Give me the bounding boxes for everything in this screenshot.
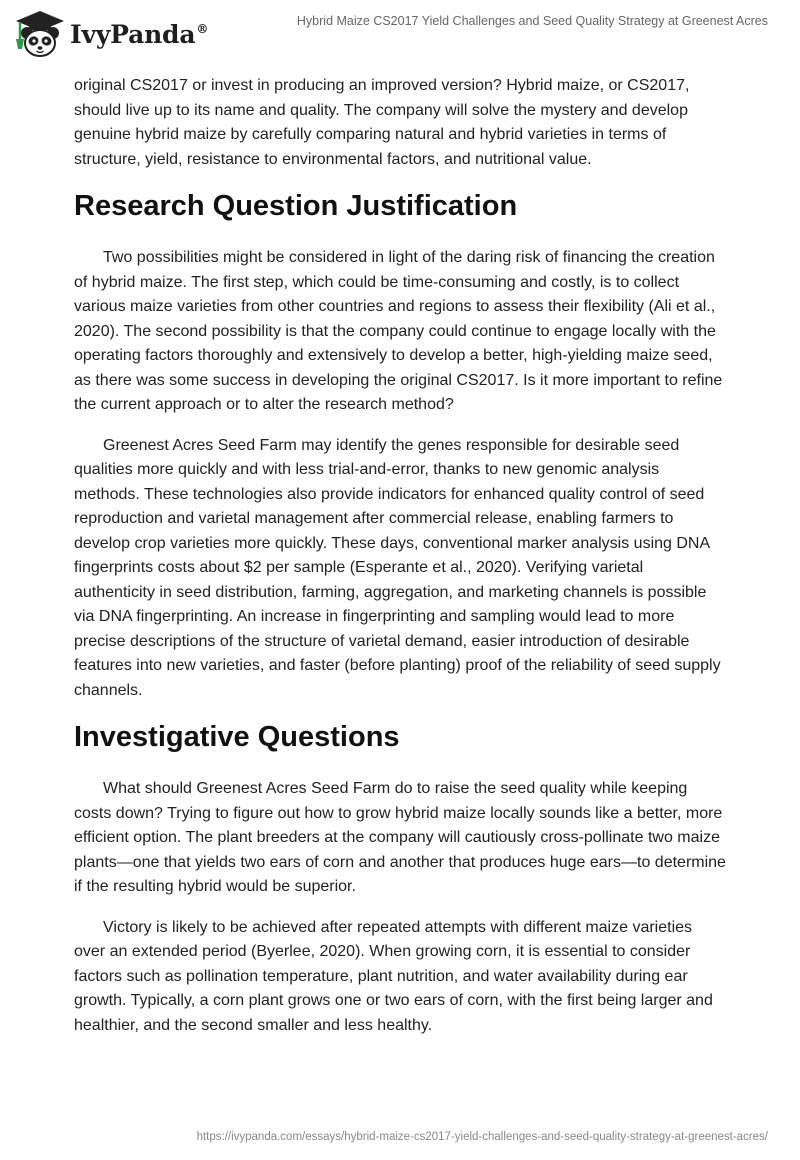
paragraph: Two possibilities might be considered in light of the daring risk of financing the creation of hybrid maize. The first step, which could be time-consuming and costly, is to collect various maize varieties from other countries and regions to assess their flexibility (Ali et al., 2020). The second possibility is that the company could continue to engage locally with the operating factors thoroughly and extensively to develop a better, high-yielding maize seed, as there was some success in developing the original CS2017. Is it more important to refine the current approach or to alter the research method? [74,249,723,413]
section-heading-research-question-justification: Research Question Justification [74,190,518,222]
paragraph: What should Greenest Acres Seed Farm do to raise the seed quality while keeping costs down? Trying to figure out how to grow hybrid maize locally sounds like a better, more efficient option. The plant breeders at the company will cautiously cross-pollinate two maize plants—one that yields two ears of corn and another that produces huge ears—to determine if the resulting hybrid would be superior. [74,780,726,895]
section-heading-investigative-questions: Investigative Questions [74,721,400,753]
page-header [0,0,800,70]
essay-body [74,74,726,1054]
document-title: Hybrid Maize CS2017 Yield Challenges and Seed Quality Strategy at Greenest Acres [296,14,768,28]
panda-graduate-icon [14,9,66,59]
source-url[interactable]: https://ivypanda.com/essays/hybrid-maize-cs2017-yield-challenges-and-seed-quality-strategy-at-greenest-acres/ [196,1131,768,1143]
ivypanda-logo[interactable] [14,8,208,60]
paragraph: Victory is likely to be achieved after repeated attempts with different maize varieties over an extended period (Byerlee, 2020). When growing corn, it is essential to consider factors such as pollination temperature, plant nutrition, and water availability during ear growth. Typically, a corn plant grows one or two ears of corn, with the first being larger and healthier, and the second smaller and less healthy. [74,918,713,1034]
logo-wordmark: IvyPanda® [70,19,209,49]
intro-paragraph: original CS2017 or invest in producing an improved version? Hybrid maize, or CS2017, should live up to its name and quality. The company will solve the mystery and develop genuine hybrid maize by carefully comparing natural and hybrid varieties in terms of structure, yield, resistance to environmental factors, and nutritional value. [74,77,690,168]
paragraph: Greenest Acres Seed Farm may identify the genes responsible for desirable seed qualities more quickly and with less trial-and-error, thanks to new genomic analysis methods. These technologies also provide indicators for enhanced quality control of seed reproduction and varietal management after commercial release, enabling farmers to develop crop varieties more quickly. These days, conventional marker analysis using DNA fingerprints costs about $2 per sample (Esperante et al., 2020). Verifying varietal authenticity in seed distribution, farming, aggregation, and marketing channels is possible via DNA fingerprinting. An increase in fingerprinting and sampling would lead to more precise descriptions of the structure of varietal demand, easier introduction of desirable features into new varieties, and faster (before planting) proof of the reliability of seed supply channels. [74,436,721,699]
